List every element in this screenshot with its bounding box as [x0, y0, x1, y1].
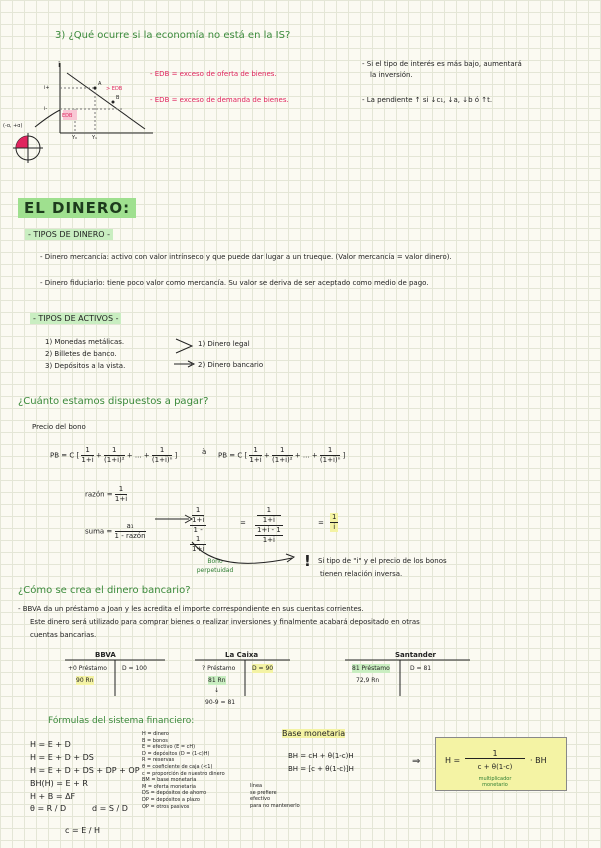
santander-reserve: 72,9 Rn: [356, 677, 380, 684]
formula-eq: BH(H) = E + R: [30, 779, 88, 788]
formula-eq: H + B = ΔF: [30, 792, 76, 801]
x-label-1: Y₁: [92, 135, 98, 141]
asset-item-2: 2) Billetes de banco.: [45, 350, 117, 358]
bank-para-1: - BBVA da un préstamo a Joan y les acredita el importe correspondiente en sus cuentas corrientes.: [18, 605, 364, 613]
point-b-label: B: [116, 95, 120, 101]
multiplier-h: H =: [445, 756, 461, 765]
formula-c: c = E / H: [65, 826, 101, 835]
edb-plus-note: - EDB = exceso de oferta de bienes.: [150, 70, 277, 78]
edb-small-label: EDB: [62, 113, 73, 119]
point-a-label: A: [98, 81, 102, 87]
pb-formula-1: PB = C [ $\frac{1}{1+i}$ + $\frac{1}{\text{(1+i)²}}$ + ... + $\frac{1}{\text{(1+i)ⁿ}}$ ]: [50, 446, 178, 464]
y-axis-label: i: [58, 60, 61, 69]
inverse-note-1: Si tipo de "i" y el precio de los bonos: [318, 557, 447, 565]
caixa-reserve: 81 Rn: [208, 677, 226, 684]
pay-question: ¿Cuánto estamos dispuestos a pagar?: [18, 396, 209, 407]
arrow-right-icon: [174, 360, 196, 368]
money-mercancia: - Dinero mercancía: activo con valor intrínseco y que puede dar lugar a un trueque. (Valor mercancía = valor dinero).: [40, 253, 452, 261]
bond-price-label: Precio del bono: [32, 423, 86, 431]
caixa-calc: 90-9 = 81: [205, 699, 236, 706]
money-title: EL DINERO:: [18, 198, 136, 218]
arrow-right-icon: [155, 513, 195, 525]
bank-name-bbva: BBVA: [95, 651, 116, 659]
santander-loan: 81 Préstamo: [352, 665, 390, 672]
formula-eq: H = E + D + DS + DP + OP: [30, 766, 140, 775]
bank-para-3: cuentas bancarias.: [30, 631, 97, 639]
right-note-1: - Si el tipo de interés es más bajo, aumentará: [362, 60, 522, 68]
bono-perpetuidad-label: Bono perpetuidad: [196, 558, 234, 574]
i-pos-label: i+: [44, 85, 50, 91]
multiplier-num: 1: [465, 749, 525, 759]
formula-eq: H = E + D + DS: [30, 753, 94, 762]
right-note-2: - La pendiente ↑ si ↓c₁, ↓a, ↓b ó ↑t.: [362, 96, 493, 104]
asset-item-3: 3) Depósitos a la vista.: [45, 362, 126, 370]
assets-header: - TIPOS DE ACTIVOS -: [30, 313, 121, 324]
sum-formula: suma = $\frac{\text{a₁}}{\text{1 - razón}}$: [85, 522, 146, 540]
ratio-formula: razón = $\frac{1}{1+i}$: [85, 485, 128, 503]
sum-substituted: 1 1+i 1 - 1 1+i: [192, 506, 205, 553]
formula-d: d = S / D: [92, 804, 128, 813]
caixa-deposit: D = 90: [252, 665, 274, 672]
pb-formula-2: PB = C [ $\frac{1}{1+i}$ + $\frac{1}{\text{(1+i)²}}$ + ... + $\frac{1}{\text{(1+i)ⁿ}}$ ]: [218, 446, 346, 464]
caixa-loan: ? Préstamo: [202, 665, 236, 672]
sum-result: $\frac{1}{i}$: [332, 513, 337, 531]
bbva-loan: +0 Préstamo: [68, 665, 107, 672]
x-label-0: Y₀: [72, 135, 78, 141]
bbva-reserve: 90 Rn: [76, 677, 94, 684]
edb-minus-note: - EDB = exceso de demanda de bienes.: [150, 96, 289, 104]
edb-side-label: > EDB: [106, 86, 123, 92]
caixa-arrow: ↓: [214, 687, 220, 694]
asset-result-2: 2) Dinero bancario: [198, 361, 264, 369]
bbva-deposit: D = 100: [122, 665, 147, 672]
bank-para-2: Este dinero será utilizado para comprar bienes o realizar inversiones y finalmente acabará depositado en otras: [30, 618, 420, 626]
i-neg-label: i-: [44, 106, 48, 112]
base-title: Base monetaria: [282, 729, 346, 738]
asset-item-1: 1) Monedas metálicas.: [45, 338, 125, 346]
right-note-1b: la inversión.: [370, 71, 413, 79]
multiplier-label: multiplicador monetario: [478, 776, 512, 788]
brace-arrow-icon: [174, 337, 196, 357]
money-types-header: - TIPOS DE DINERO -: [25, 229, 113, 240]
implies-arrow: ⇒: [412, 756, 421, 767]
sum-simplified: 1 1+i 1+i - 1 1+i: [257, 506, 281, 544]
formula-legend-side: línea se prefiere efectivo para no mantenerlo: [250, 783, 300, 809]
multiplier-den: c + θ(1-c): [477, 763, 513, 771]
formula-eq: H = E + D: [30, 740, 71, 749]
formula-legend: H = dinero B = bonos E = efectivo (E = cH) D = depósitos (D = (1-c)H) R = reservas θ = coeficiente de caja (<1) c = proporción de nuestro dinero BM = base monetaria M = oferta monetaria DS = depósitos de ahorro DP = depósitos a plazo OP = otros pasivos: [142, 731, 225, 810]
bank-name-santander: Santander: [395, 651, 437, 659]
inverse-note-2: tienen relación inversa.: [320, 570, 403, 578]
section-question-is: 3) ¿Qué ocurre si la economía no está en la IS?: [55, 30, 291, 41]
formula-theta: θ = R / D: [30, 804, 67, 813]
exclamation-icon: !: [304, 552, 311, 570]
asset-result-1: 1) Dinero legal: [198, 340, 250, 348]
bank-name-caixa: La Caixa: [225, 651, 259, 659]
santander-deposit: D = 81: [410, 665, 432, 672]
multiplier-bm: · BH: [530, 756, 547, 765]
formulas-title: Fórmulas del sistema financiero:: [48, 716, 195, 726]
coord-label: (-ɑ, +ɑ): [3, 123, 23, 129]
base-eq-1: BH = cH + θ(1-c)H: [288, 752, 354, 760]
money-fiduciario: - Dinero fiduciario: tiene poco valor como mercancía. Su valor se deriva de ser aceptado como medio de pago.: [40, 279, 429, 287]
base-eq-2: BH = [c + θ(1-c)]H: [288, 765, 354, 773]
bank-question: ¿Cómo se crea el dinero bancario?: [18, 585, 191, 596]
is-graph: [5, 55, 155, 170]
is-curve: [67, 73, 145, 129]
formula-list: [30, 738, 140, 803]
